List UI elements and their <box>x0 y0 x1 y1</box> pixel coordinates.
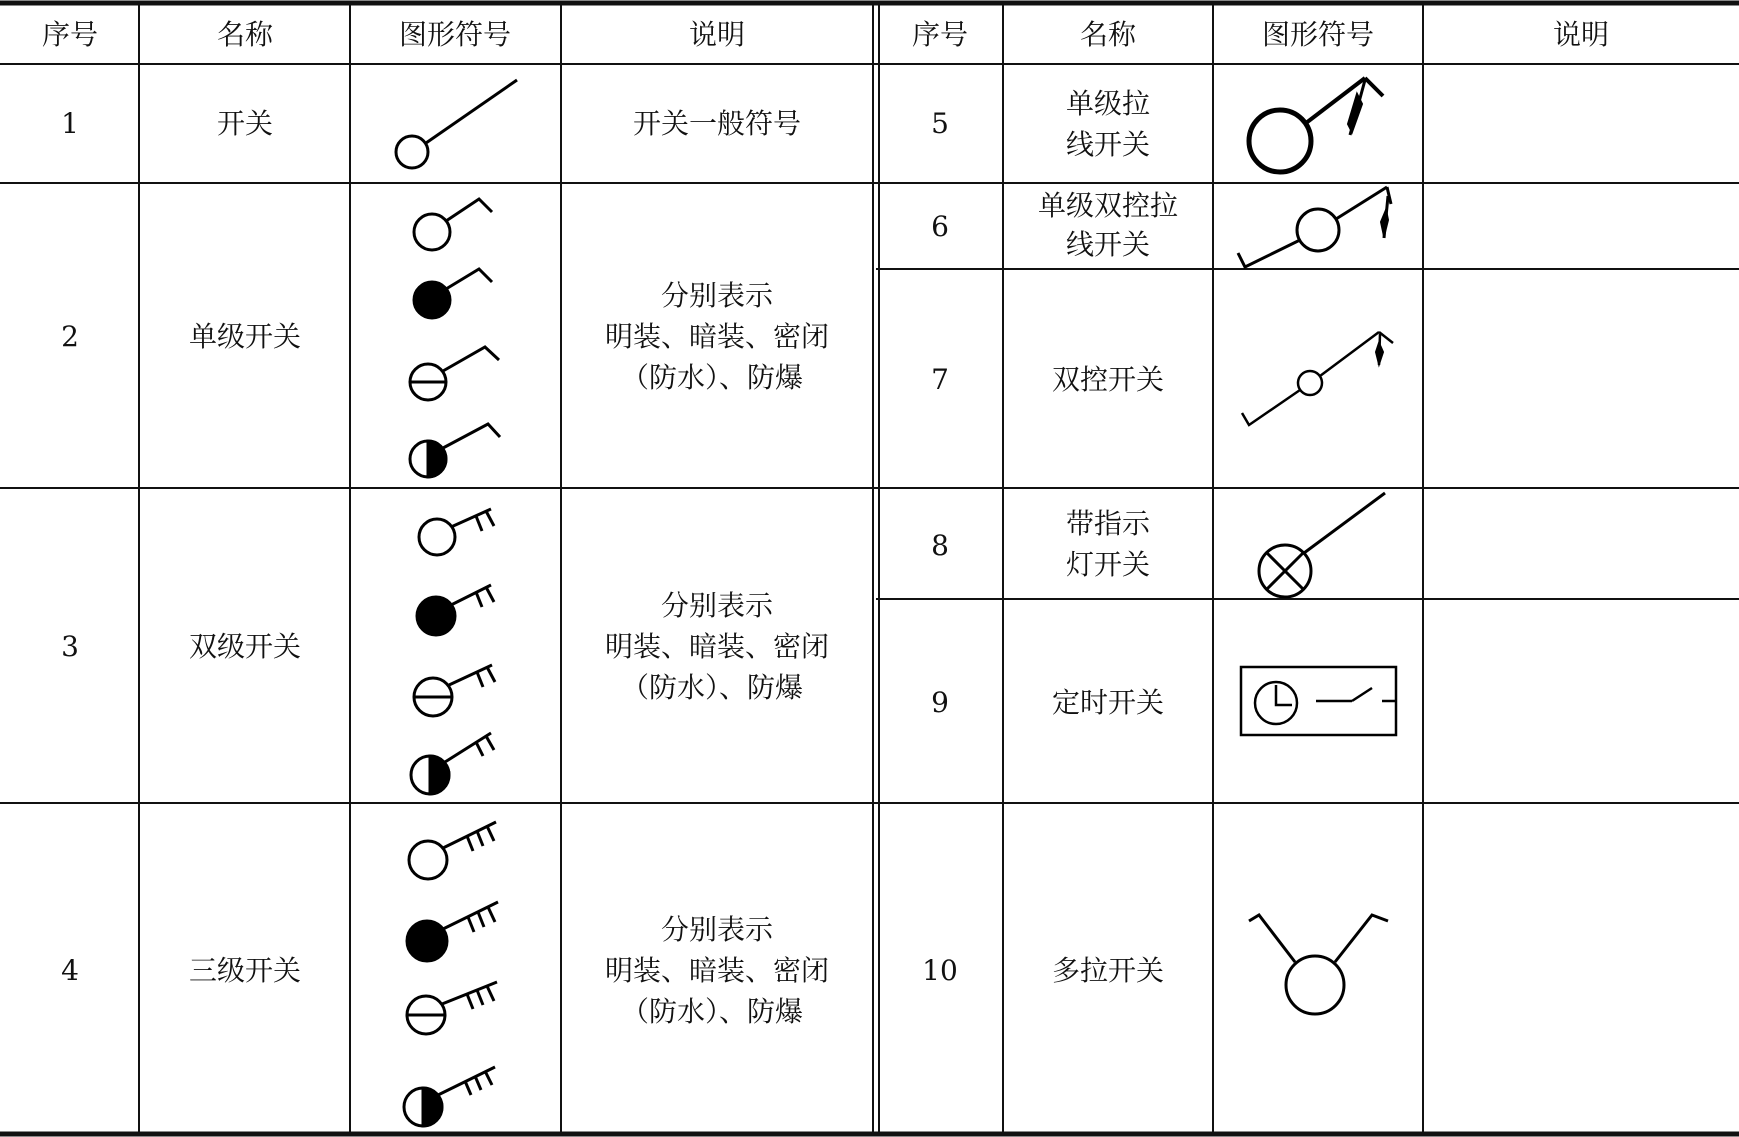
header-symbol-right: 图形符号 <box>1261 18 1375 51</box>
switch-with-pilot-lamp-symbol-icon <box>1259 493 1385 597</box>
concealed-double-switch-icon <box>417 585 494 635</box>
header-no-right: 序号 <box>911 18 969 51</box>
row-number: 2 <box>61 320 79 353</box>
row-description-line: （防水）、防爆 <box>620 361 804 394</box>
row-number: 5 <box>931 107 949 140</box>
table-row <box>931 686 1164 719</box>
header-desc-right: 说明 <box>1552 18 1610 51</box>
row-name: 双控开关 <box>1051 363 1165 396</box>
table-row <box>922 954 1164 987</box>
header-row <box>42 18 1609 51</box>
explosion-proof-switch-icon <box>410 424 500 477</box>
table-row <box>931 507 1151 581</box>
row-number: 6 <box>931 210 949 243</box>
sealed-waterproof-triple-switch-icon <box>407 982 497 1034</box>
row-number: 10 <box>922 954 958 987</box>
row-description-line: （防水）、防爆 <box>620 671 804 704</box>
concealed-triple-switch-icon <box>407 902 498 961</box>
row-number: 3 <box>61 630 79 663</box>
row-name: 开关 <box>216 107 274 140</box>
sealed-waterproof-double-switch-icon <box>414 665 495 716</box>
row-description-line: （防水）、防爆 <box>620 995 804 1028</box>
single-pole-switch-symbols-icon <box>410 199 500 477</box>
table-row <box>931 87 1150 161</box>
table-row <box>931 363 1164 396</box>
row-name: 多拉开关 <box>1051 954 1165 987</box>
row-name: 三级开关 <box>188 954 302 987</box>
header-desc-left: 说明 <box>688 18 746 51</box>
row-number: 9 <box>931 686 949 719</box>
row-name: 双级开关 <box>188 630 302 663</box>
table-row <box>931 189 1178 261</box>
surface-mounted-triple-switch-icon <box>409 822 496 879</box>
row-name-line: 带指示 <box>1065 507 1151 540</box>
surface-mounted-switch-icon <box>414 199 492 250</box>
row-description-line: 分别表示 <box>660 913 774 946</box>
header-no-left: 序号 <box>41 18 99 51</box>
multi-pull-switch-symbol-icon <box>1249 915 1388 1014</box>
row-description-line: 明装、暗装、密闭 <box>604 954 830 987</box>
row-description-line: 分别表示 <box>660 279 774 312</box>
header-symbol-left: 图形符号 <box>398 18 512 51</box>
row-name-line: 灯开关 <box>1065 548 1151 581</box>
single-pole-two-way-pull-switch-symbol-icon <box>1238 187 1391 267</box>
row-description-line: 分别表示 <box>660 589 774 622</box>
row-name-line: 线开关 <box>1065 128 1151 161</box>
sealed-waterproof-switch-icon <box>410 347 499 400</box>
row-name: 单级开关 <box>188 320 302 353</box>
double-pole-switch-symbols-icon <box>411 509 495 794</box>
row-name-line: 单级拉 <box>1065 87 1151 120</box>
explosion-proof-double-switch-icon <box>411 733 494 794</box>
row-name-line: 单级双控拉 <box>1037 189 1179 222</box>
row-name: 定时开关 <box>1051 686 1165 719</box>
row-description-line: 明装、暗装、密闭 <box>604 320 830 353</box>
explosion-proof-triple-switch-icon <box>404 1067 495 1126</box>
header-name-left: 名称 <box>216 18 274 51</box>
row-description-line: 明装、暗装、密闭 <box>604 630 830 663</box>
switch-general-symbol-icon <box>396 80 517 168</box>
surface-mounted-double-switch-icon <box>419 509 494 555</box>
header-name-right: 名称 <box>1079 18 1137 51</box>
single-pole-pull-switch-symbol-icon <box>1249 78 1383 172</box>
timer-switch-symbol-icon <box>1241 667 1396 735</box>
row-number: 7 <box>931 363 949 396</box>
row-number: 1 <box>61 107 79 140</box>
concealed-switch-icon <box>414 269 492 318</box>
row-number: 8 <box>931 529 949 562</box>
table-row <box>61 107 801 140</box>
row-description: 开关一般符号 <box>632 107 802 140</box>
triple-pole-switch-symbols-icon <box>404 822 498 1126</box>
row-number: 4 <box>61 954 79 987</box>
row-name-line: 线开关 <box>1065 228 1151 261</box>
two-way-switch-symbol-icon <box>1242 332 1393 425</box>
